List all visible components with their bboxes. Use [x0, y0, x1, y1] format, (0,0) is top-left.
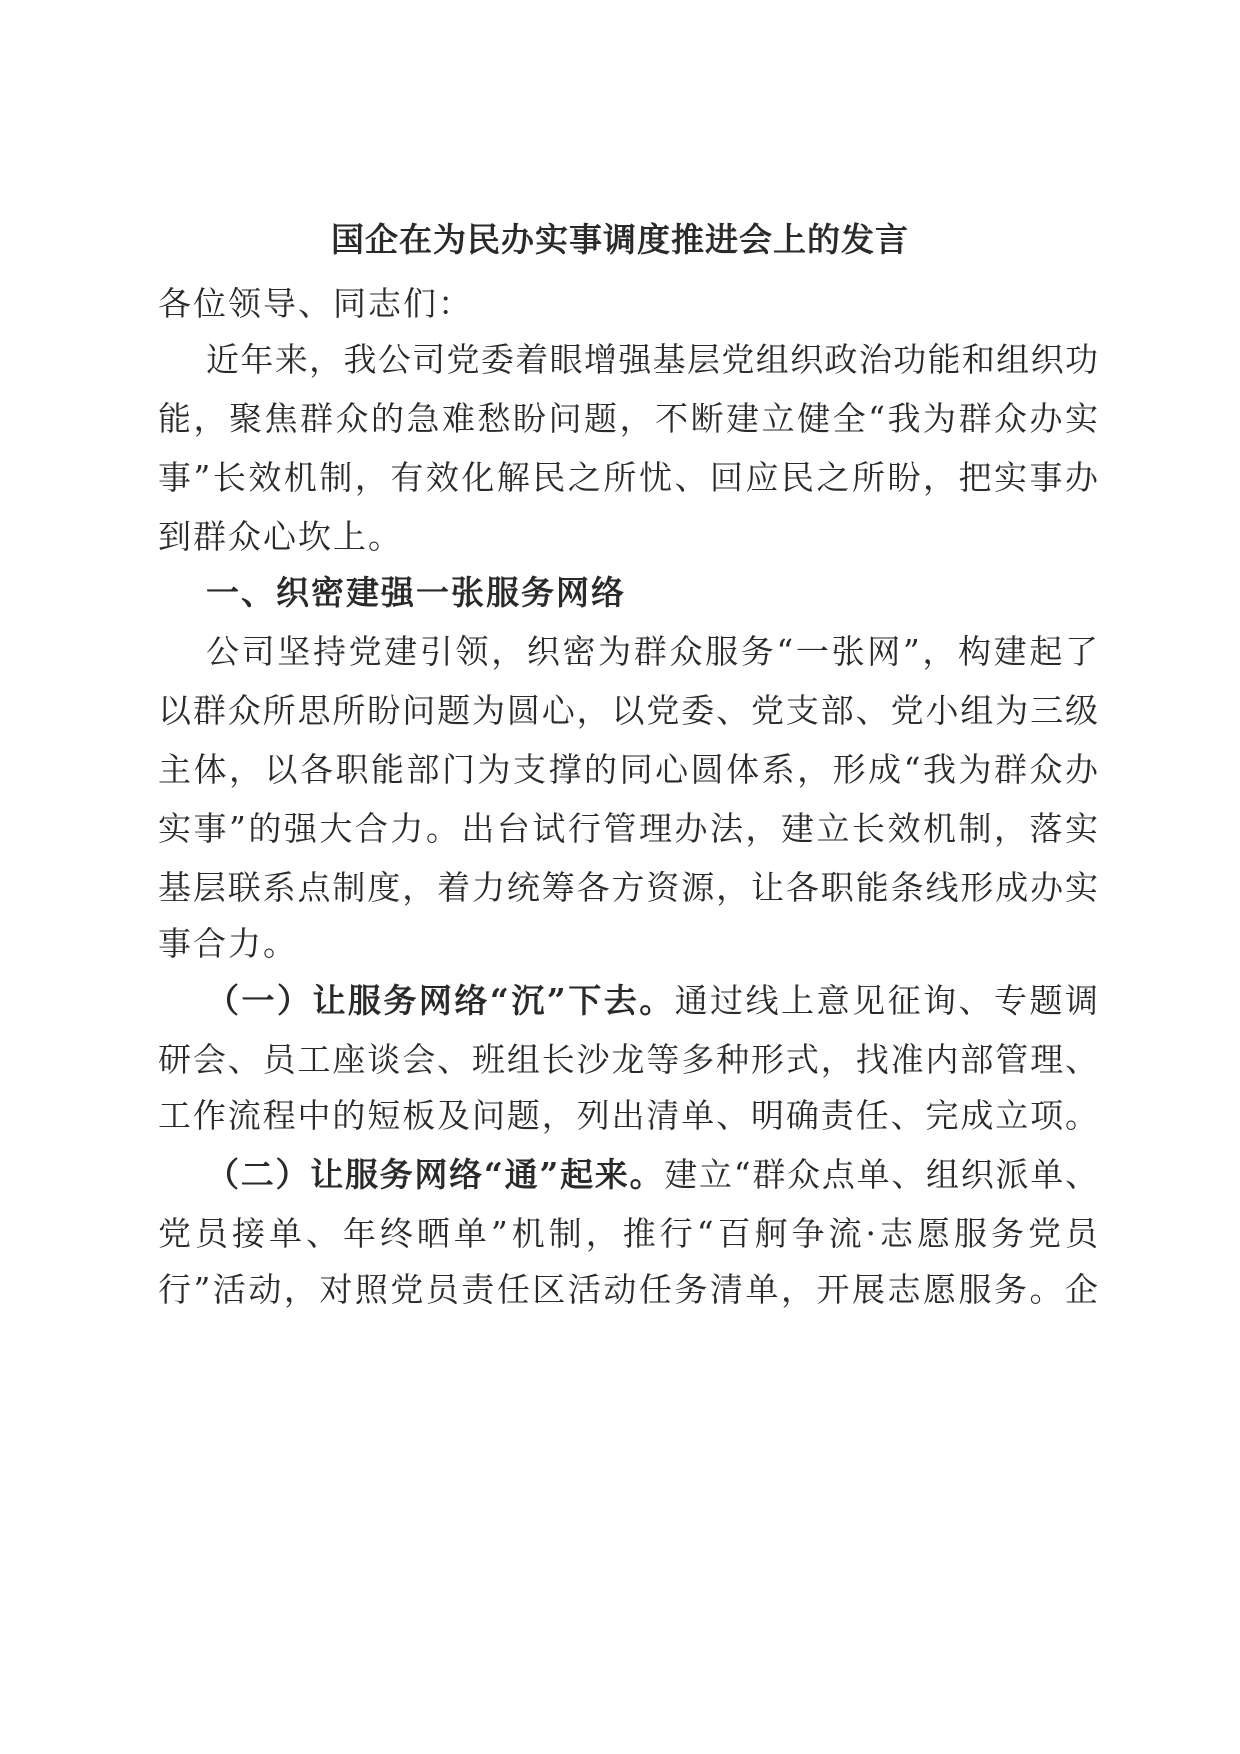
- sub-2-heading: （二）让服务网络“通”起来。: [206, 1155, 665, 1194]
- sub-2-first-line-rest: 建立“群众点单、组织派单、: [664, 1155, 1098, 1194]
- sub-1-first-line-rest: 通过线上意见征询、专题调: [674, 981, 1098, 1020]
- sub-1-line-1: [206, 979, 1098, 1023]
- section-1-line-2: 以群众所思所盼问题为圆心，以党委、党支部、党小组为三级: [158, 691, 1098, 730]
- section-1-line-4: 实事”的强大合力。出台试行管理办法，建立长效机制，落实: [158, 809, 1098, 848]
- section-1-line-5: 基层联系点制度，着力统筹各方资源，让各职能条线形成办实: [158, 868, 1098, 907]
- document-title: 国企在为民办实事调度推进会上的发言: [331, 220, 909, 259]
- intro-line-4: 到群众心坎上。: [158, 517, 403, 556]
- sub-1-heading: （一）让服务网络“沉”下去。: [206, 981, 675, 1020]
- sub-2-line-1: [206, 1153, 1098, 1197]
- sub-1-line-2: 研会、员工座谈会、班组长沙龙等多种形式，找准内部管理、: [158, 1040, 1098, 1079]
- sub-2-line-3: 行”活动，对照党员责任区活动任务清单，开展志愿服务。企: [158, 1270, 1098, 1309]
- section-1-line-3: 主体，以各职能部门为支撑的同心圆体系，形成“我为群众办: [158, 750, 1098, 789]
- section-1-heading: 一、织密建强一张服务网络: [206, 573, 626, 612]
- intro-line-1: 近年来，我公司党委着眼增强基层党组织政治功能和组织功: [206, 340, 1098, 379]
- section-1-line-1: 公司坚持党建引领，织密为群众服务“一张网”，构建起了: [206, 632, 1098, 671]
- intro-line-3: 事”长效机制，有效化解民之所忧、回应民之所盼，把实事办: [158, 458, 1098, 497]
- sub-2-line-2: 党员接单、年终晒单”机制，推行“百舸争流·志愿服务党员: [158, 1214, 1098, 1253]
- salutation: 各位领导、同志们：: [158, 284, 473, 323]
- section-1-line-6: 事合力。: [158, 924, 298, 963]
- intro-line-2: 能，聚焦群众的急难愁盼问题，不断建立健全“我为群众办实: [158, 399, 1098, 438]
- sub-1-line-3: 工作流程中的短板及问题，列出清单、明确责任、完成立项。: [158, 1096, 1098, 1135]
